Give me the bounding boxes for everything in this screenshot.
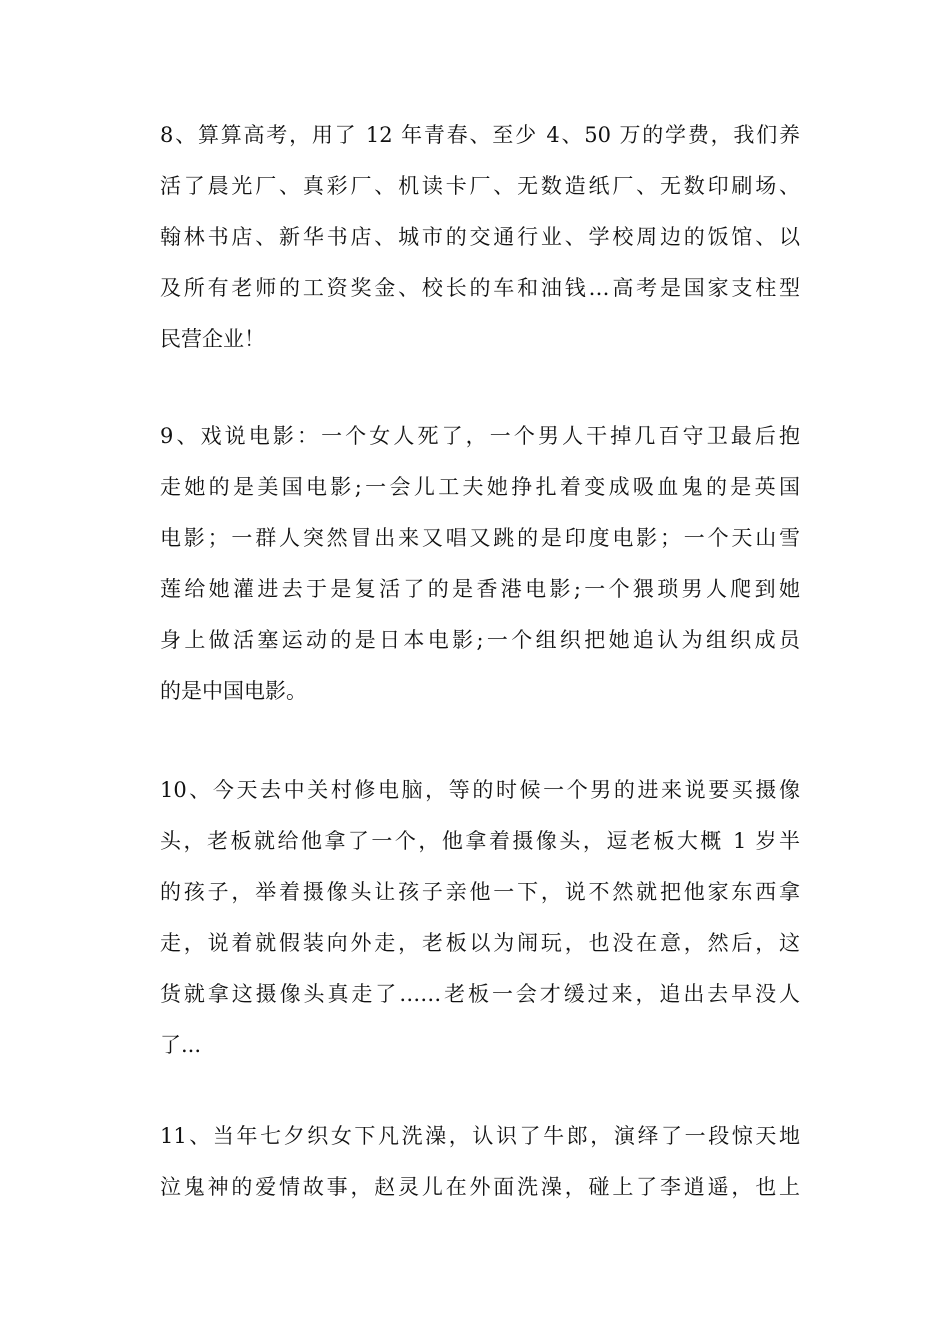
paragraph-line: 电影；一群人突然冒出来又唱又跳的是印度电影；一个天山雪 (160, 526, 800, 550)
paragraph-line: 及所有老师的工资奖金、校长的车和油钱…高考是国家支柱型 (160, 276, 800, 300)
paragraph-line: 泣鬼神的爱情故事，赵灵儿在外面洗澡，碰上了李逍遥，也上 (160, 1175, 800, 1199)
paragraph-line: 的是中国电影。 (160, 679, 307, 703)
paragraph-line: 民营企业！ (160, 327, 265, 351)
paragraph-line: 10、今天去中关村修电脑，等的时候一个男的进来说要买摄像 (160, 778, 800, 802)
paragraph-9 (160, 411, 800, 717)
paragraph-line: 莲给她灌进去于是复活了的是香港电影;一个猥琐男人爬到她 (160, 577, 800, 601)
paragraph-8 (160, 110, 800, 365)
paragraph-line: 身上做活塞运动的是日本电影;一个组织把她追认为组织成员 (160, 628, 800, 652)
paragraph-line: 了... (160, 1033, 202, 1057)
paragraph-line: 活了晨光厂、真彩厂、机读卡厂、无数造纸厂、无数印刷场、 (160, 174, 800, 198)
paragraph-11 (160, 1111, 800, 1213)
paragraph-10 (160, 765, 800, 1071)
paragraph-line: 货就拿这摄像头真走了……老板一会才缓过来，追出去早没人 (160, 982, 800, 1006)
paragraph-line: 的孩子，举着摄像头让孩子亲他一下，说不然就把他家东西拿 (160, 880, 800, 904)
paragraph-line: 11、当年七夕织女下凡洗澡，认识了牛郎，演绎了一段惊天地 (160, 1124, 800, 1148)
paragraph-line: 9、戏说电影：一个女人死了，一个男人干掉几百守卫最后抱 (160, 424, 800, 448)
paragraph-line: 翰林书店、新华书店、城市的交通行业、学校周边的饭馆、以 (160, 225, 800, 249)
paragraph-line: 走，说着就假装向外走，老板以为闹玩，也没在意，然后，这 (160, 931, 800, 955)
paragraph-line: 8、算算高考，用了 12 年青春、至少 4、50 万的学费，我们养 (160, 123, 800, 147)
paragraph-line: 走她的是美国电影;一会儿工夫她挣扎着变成吸血鬼的是英国 (160, 475, 800, 499)
paragraph-line: 头，老板就给他拿了一个，他拿着摄像头，逗老板大概 1 岁半 (160, 829, 800, 853)
